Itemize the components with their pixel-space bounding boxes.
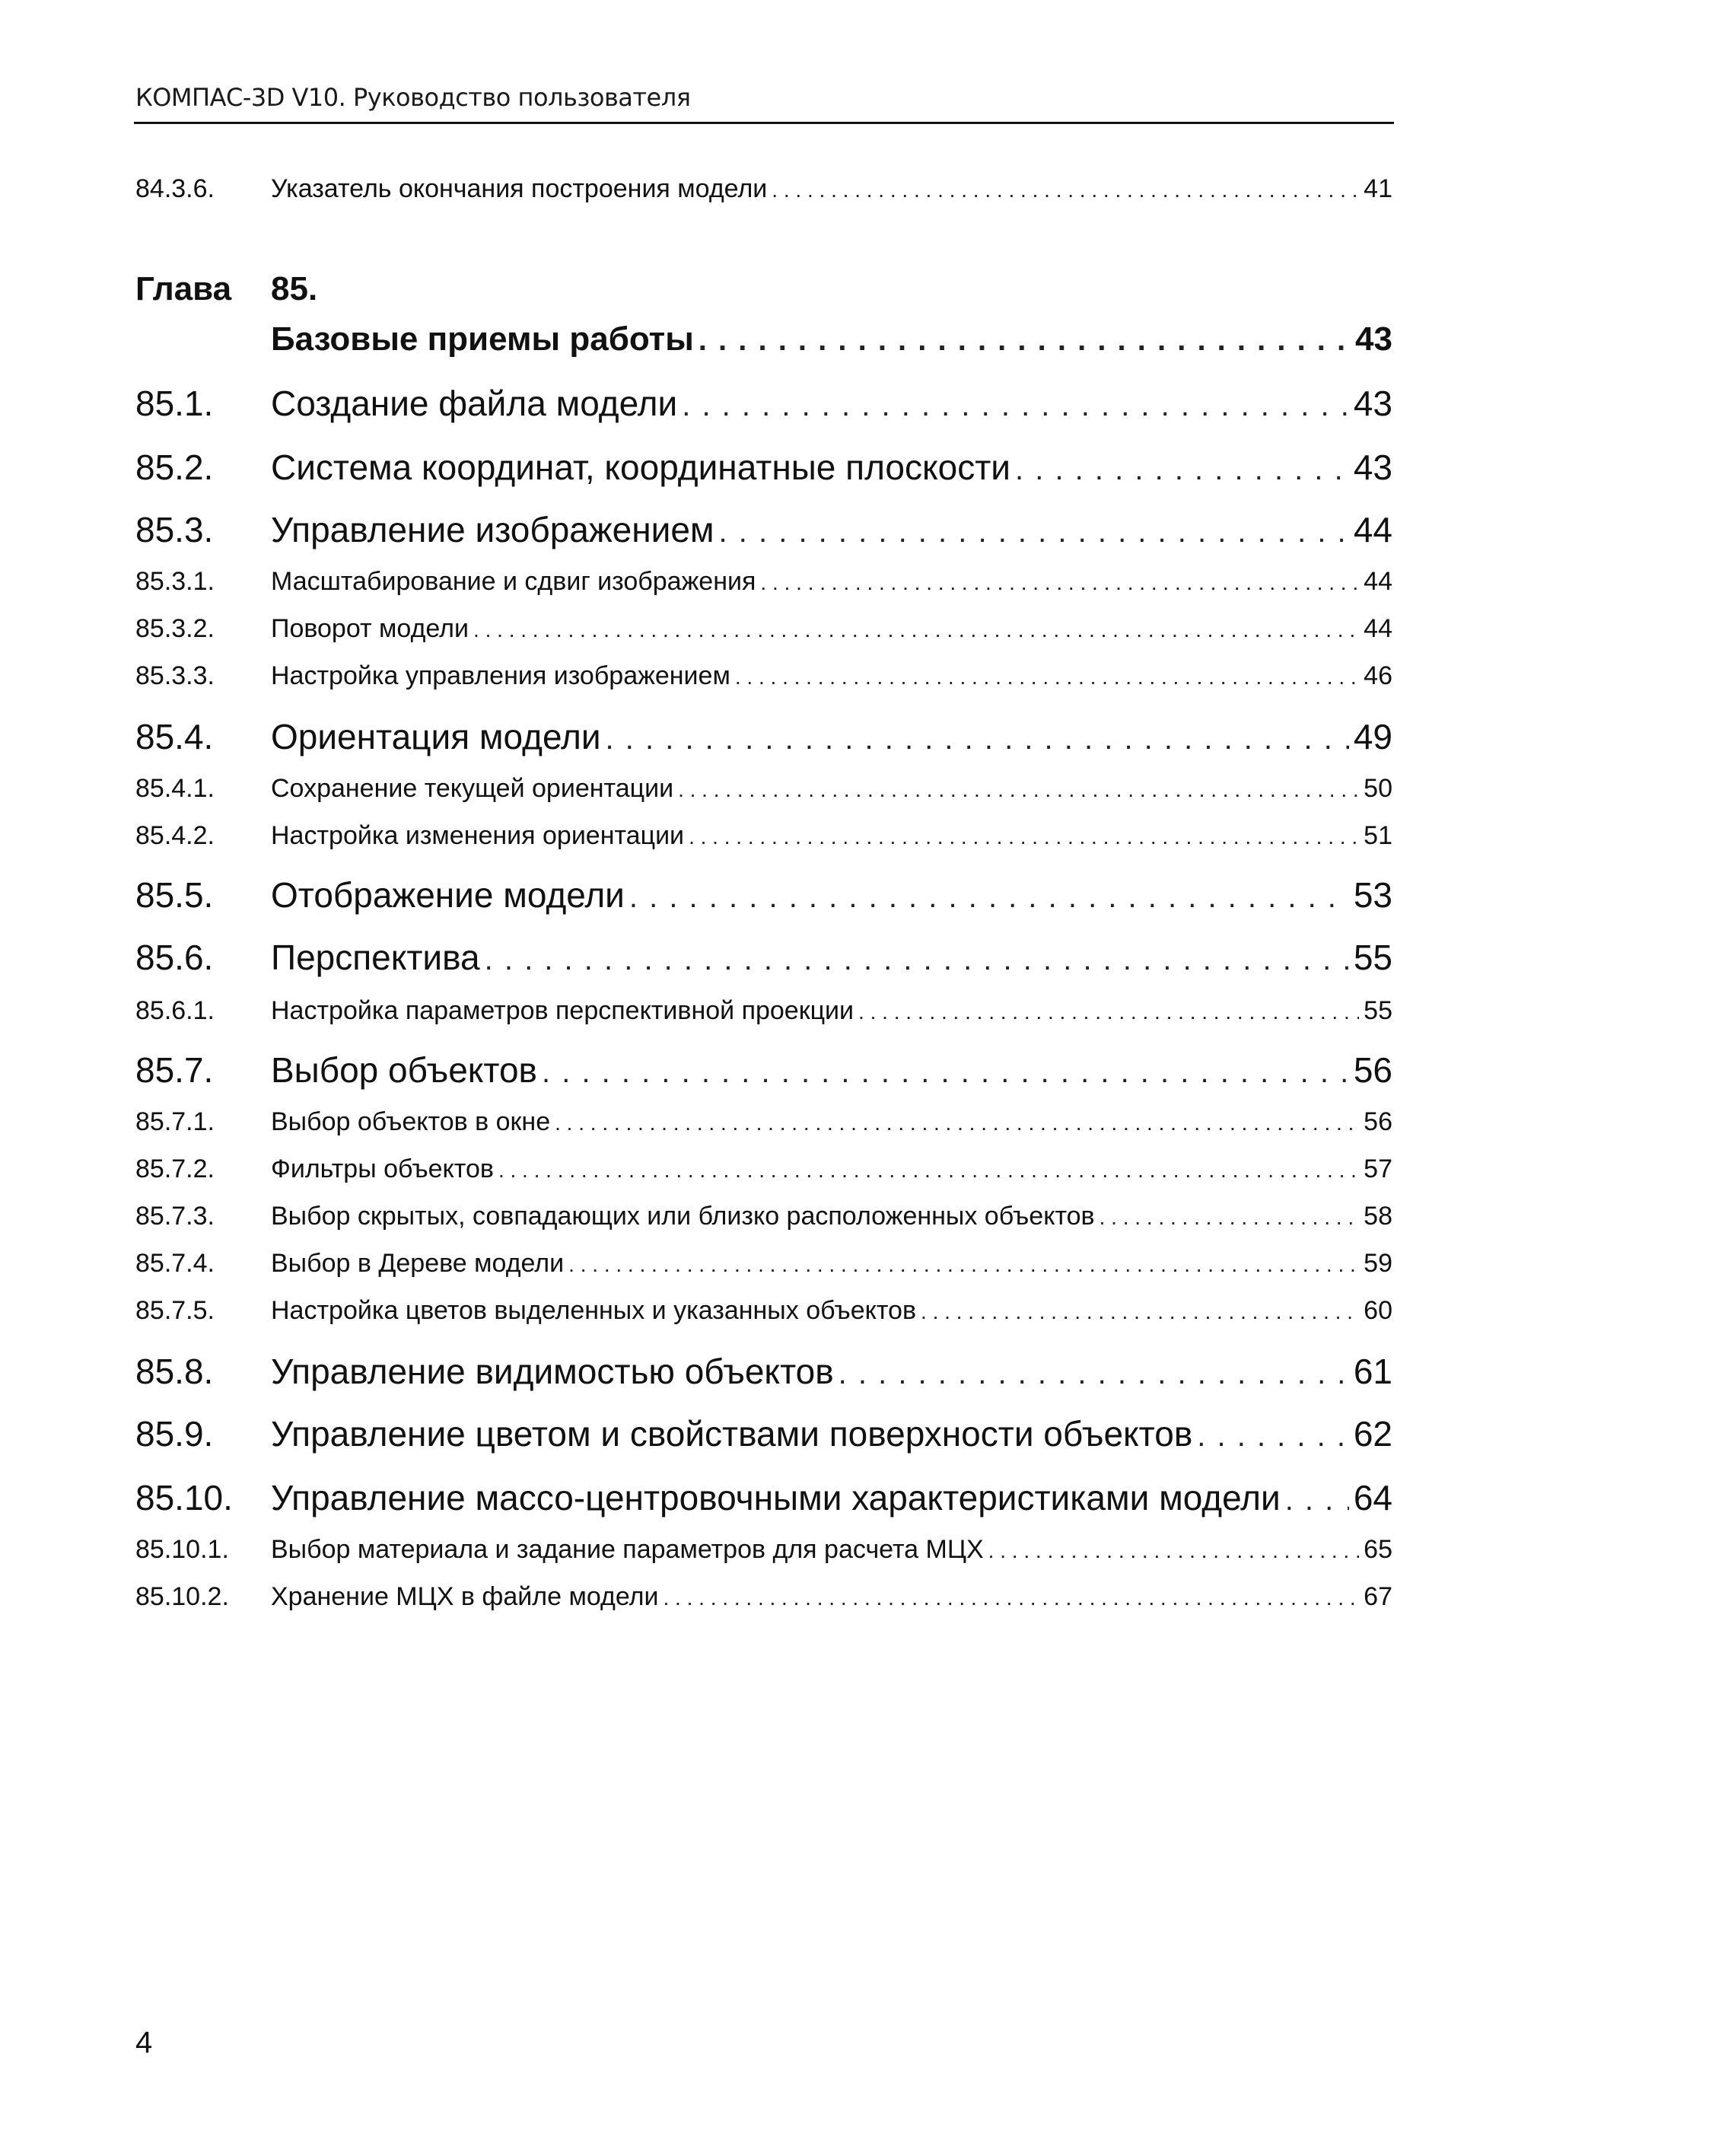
entry-page: 41 bbox=[1364, 174, 1392, 203]
running-header: КОМПАС-3D V10. Руководство пользователя bbox=[135, 83, 691, 112]
entry-title: Настройка изменения ориентации bbox=[271, 821, 685, 850]
entry-number: 84.3.6. bbox=[135, 174, 215, 203]
entry-title: Масштабирование и сдвиг изображения bbox=[271, 567, 756, 596]
entry-title: Настройка параметров перспективной проекции bbox=[271, 996, 854, 1025]
entry-number: 85.9. bbox=[135, 1414, 214, 1454]
toc-entry-85-1[interactable] bbox=[135, 382, 1392, 427]
dot-leader bbox=[988, 1534, 1360, 1568]
entry-title: Управление видимостью объектов bbox=[271, 1352, 834, 1391]
entry-number: 85.10.1. bbox=[135, 1535, 229, 1564]
entry-title: Управление изображением bbox=[271, 510, 714, 549]
entry-number: 85.10.2. bbox=[135, 1582, 229, 1611]
dot-leader bbox=[1285, 1479, 1349, 1521]
entry-page: 67 bbox=[1364, 1582, 1392, 1611]
entry-number: 85.7. bbox=[135, 1050, 214, 1090]
dot-leader bbox=[839, 1352, 1349, 1395]
entry-page: 64 bbox=[1353, 1478, 1392, 1517]
toc-entry-85-7-3[interactable] bbox=[135, 1199, 1392, 1234]
entry-title: Выбор материала и задание параметров для расчета МЦХ bbox=[271, 1535, 984, 1564]
entry-number: 85.4.2. bbox=[135, 821, 215, 850]
entry-title: Отображение модели bbox=[271, 875, 625, 915]
entry-number: 85.3.1. bbox=[135, 567, 215, 596]
entry-page: 60 bbox=[1364, 1296, 1392, 1325]
toc-entry-85-2[interactable] bbox=[135, 446, 1392, 491]
toc-entry-85-10-2[interactable] bbox=[135, 1580, 1392, 1615]
entry-title: Сохранение текущей ориентации bbox=[271, 774, 674, 803]
entry-page: 65 bbox=[1364, 1535, 1392, 1564]
toc-entry-85-6-1[interactable] bbox=[135, 994, 1392, 1029]
toc-entry-85-8[interactable] bbox=[135, 1350, 1392, 1395]
dot-leader bbox=[555, 1107, 1359, 1140]
toc-entry-85-3[interactable] bbox=[135, 508, 1392, 553]
dot-leader bbox=[1100, 1201, 1360, 1234]
entry-page: 56 bbox=[1364, 1107, 1392, 1136]
entry-title: Фильтры объектов bbox=[271, 1154, 494, 1183]
entry-number: 85.4. bbox=[135, 717, 214, 756]
entry-number: 85.8. bbox=[135, 1352, 214, 1391]
entry-page: 49 bbox=[1353, 717, 1392, 756]
dot-leader bbox=[1197, 1415, 1349, 1457]
entry-number: 85.7.2. bbox=[135, 1154, 215, 1183]
dot-leader bbox=[473, 613, 1359, 647]
dot-leader bbox=[498, 1154, 1359, 1187]
entry-number: 85.7.3. bbox=[135, 1202, 215, 1231]
header-rule bbox=[134, 122, 1394, 124]
dot-leader bbox=[1015, 448, 1349, 491]
entry-page: 44 bbox=[1364, 567, 1392, 596]
dot-leader bbox=[682, 384, 1349, 427]
entry-number: 85.4.1. bbox=[135, 774, 215, 803]
dot-leader bbox=[689, 820, 1359, 854]
entry-number: 85.3.3. bbox=[135, 661, 215, 690]
toc-entry-85-4-2[interactable] bbox=[135, 819, 1392, 854]
entry-page: 51 bbox=[1364, 821, 1392, 850]
entry-page: 62 bbox=[1353, 1414, 1392, 1454]
dot-leader bbox=[663, 1581, 1359, 1615]
entry-number: 85.7.4. bbox=[135, 1249, 215, 1278]
dot-leader bbox=[485, 938, 1349, 981]
entry-number: 85.3. bbox=[135, 510, 214, 549]
entry-number: 85.5. bbox=[135, 875, 214, 915]
entry-title: Выбор в Дереве модели bbox=[271, 1249, 565, 1278]
toc-entry-85-10[interactable] bbox=[135, 1476, 1392, 1521]
toc-entry-85-3-3[interactable] bbox=[135, 659, 1392, 694]
toc-entry-85-3-1[interactable] bbox=[135, 565, 1392, 600]
entry-number: 85.2. bbox=[135, 447, 214, 487]
entry-page: 43 bbox=[1353, 384, 1392, 423]
dot-leader bbox=[699, 319, 1351, 361]
entry-title: Настройка цветов выделенных и указанных объектов bbox=[271, 1296, 917, 1325]
dot-leader bbox=[678, 773, 1359, 807]
toc-entry-85-7-1[interactable] bbox=[135, 1105, 1392, 1140]
entry-page: 50 bbox=[1364, 774, 1392, 803]
entry-number: 85.1. bbox=[135, 384, 214, 423]
entry-title: Управление массо-центровочными характеристиками модели bbox=[271, 1478, 1281, 1517]
dot-leader bbox=[772, 174, 1359, 207]
entry-number: 85.7.5. bbox=[135, 1296, 215, 1325]
toc-entry-85-6[interactable] bbox=[135, 936, 1392, 981]
toc-entry-85-3-2[interactable] bbox=[135, 612, 1392, 647]
entry-page: 46 bbox=[1364, 661, 1392, 690]
entry-title: Выбор объектов bbox=[271, 1050, 537, 1090]
entry-number: 85.6.1. bbox=[135, 996, 215, 1025]
dot-leader bbox=[735, 661, 1359, 694]
entry-title: Указатель окончания построения модели bbox=[271, 174, 768, 203]
toc-entry-85-9[interactable] bbox=[135, 1412, 1392, 1457]
entry-page: 57 bbox=[1364, 1154, 1392, 1183]
toc-entry-85-7-2[interactable] bbox=[135, 1152, 1392, 1187]
dot-leader bbox=[568, 1248, 1359, 1282]
toc-entry-85-5[interactable] bbox=[135, 874, 1392, 919]
entry-title: Выбор объектов в окне bbox=[271, 1107, 551, 1136]
entry-page: 53 bbox=[1353, 875, 1392, 915]
entry-title: Управление цветом и свойствами поверхности объектов bbox=[271, 1414, 1193, 1454]
entry-title: Ориентация модели bbox=[271, 717, 601, 756]
entry-title: Выбор скрытых, совпадающих или близко расположенных объектов bbox=[271, 1202, 1095, 1231]
entry-page: 55 bbox=[1353, 938, 1392, 977]
dot-leader bbox=[760, 566, 1359, 600]
entry-number: 85.3.2. bbox=[135, 614, 215, 643]
toc-entry-85-7-4[interactable] bbox=[135, 1247, 1392, 1282]
chapter-title: Базовые приемы работы bbox=[271, 320, 694, 358]
dot-leader bbox=[606, 718, 1349, 760]
dot-leader bbox=[921, 1295, 1359, 1329]
dot-leader bbox=[719, 511, 1349, 553]
dot-leader bbox=[858, 995, 1359, 1029]
toc-entry-85-7-5[interactable] bbox=[135, 1294, 1392, 1329]
entry-number: 85.10. bbox=[135, 1478, 233, 1517]
entry-page: 59 bbox=[1364, 1249, 1392, 1278]
entry-page: 43 bbox=[1353, 447, 1392, 487]
entry-page: 55 bbox=[1364, 996, 1392, 1025]
entry-title: Система координат, координатные плоскости bbox=[271, 447, 1010, 487]
chapter-page: 43 bbox=[1355, 320, 1392, 358]
toc-entry-85-4[interactable] bbox=[135, 715, 1392, 760]
dot-leader bbox=[542, 1051, 1349, 1094]
chapter-number: 85. bbox=[271, 270, 318, 307]
entry-page: 44 bbox=[1364, 614, 1392, 643]
entry-number: 85.7.1. bbox=[135, 1107, 215, 1136]
toc-entry-84-3-6[interactable] bbox=[135, 172, 1392, 207]
page-number: 4 bbox=[135, 2026, 153, 2059]
entry-title: Перспектива bbox=[271, 938, 480, 977]
entry-page: 61 bbox=[1353, 1352, 1392, 1391]
toc-chapter-85[interactable] bbox=[135, 318, 1392, 361]
entry-page: 44 bbox=[1353, 510, 1392, 549]
chapter-label: Глава bbox=[135, 270, 232, 307]
entry-page: 58 bbox=[1364, 1202, 1392, 1231]
entry-title: Поворот модели bbox=[271, 614, 469, 643]
toc-entry-85-10-1[interactable] bbox=[135, 1533, 1392, 1568]
dot-leader bbox=[629, 876, 1349, 919]
toc-entry-85-7[interactable] bbox=[135, 1049, 1392, 1094]
entry-page: 56 bbox=[1353, 1050, 1392, 1090]
entry-title: Создание файла модели bbox=[271, 384, 678, 423]
entry-title: Хранение МЦХ в файле модели bbox=[271, 1582, 659, 1611]
entry-title: Настройка управления изображением bbox=[271, 661, 730, 690]
toc-entry-85-4-1[interactable] bbox=[135, 772, 1392, 807]
entry-number: 85.6. bbox=[135, 938, 214, 977]
